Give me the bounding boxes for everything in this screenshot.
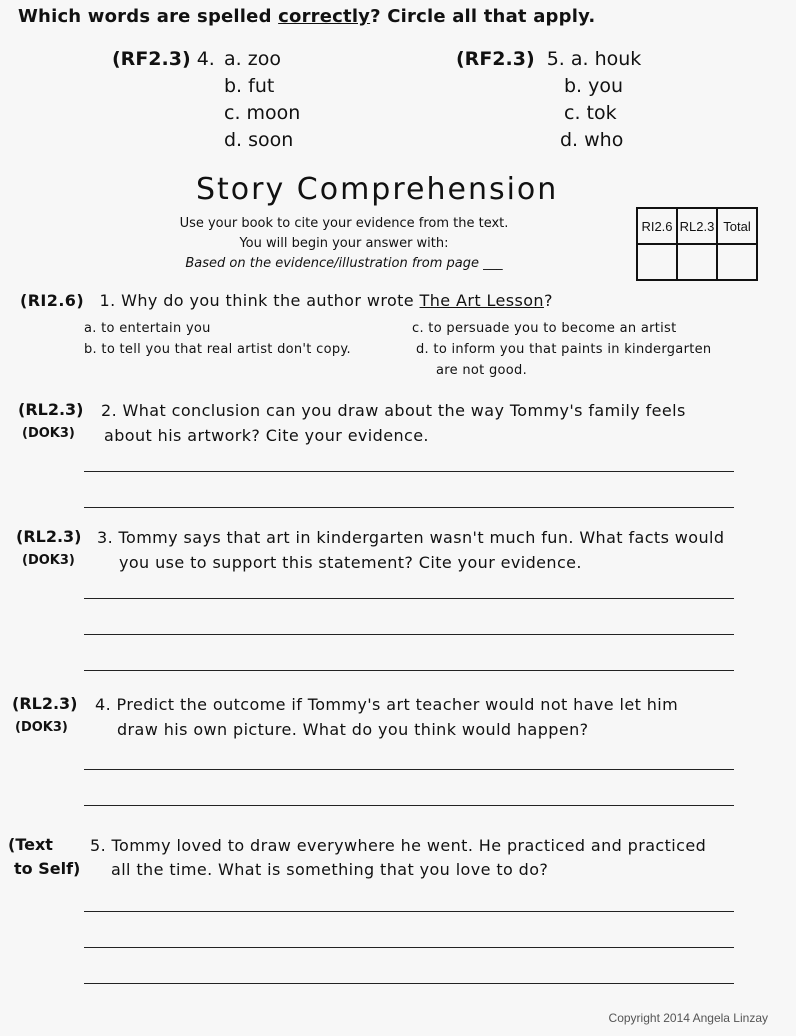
score-header-total: Total [717, 208, 757, 244]
score-header-rl23: RL2.3 [677, 208, 717, 244]
question-number: 4. [196, 48, 215, 70]
instruction-emphasis: correctly [278, 6, 371, 27]
instruction-line-2: You will begin your answer with: [239, 236, 449, 251]
spelling-option[interactable]: d. who [560, 129, 624, 151]
answer-line[interactable] [84, 983, 734, 984]
spelling-question-4 [112, 46, 215, 73]
standard-tag: (RL2.3) [18, 400, 84, 419]
question-4-line-1: 4. Predict the outcome if Tommy's art teacher would not have let him [95, 695, 679, 714]
instruction-line-3 [144, 254, 544, 273]
score-table [636, 207, 758, 281]
question-2-line-2: about his artwork? Cite your evidence. [104, 426, 429, 445]
question-text: 1. Why do you think the author wrote [99, 291, 420, 310]
spelling-option[interactable]: c. moon [224, 102, 301, 124]
answer-line[interactable] [84, 507, 734, 508]
answer-line[interactable] [84, 471, 734, 472]
copyright-notice: Copyright 2014 Angela Linzay [608, 1011, 768, 1025]
book-title: The Art Lesson [419, 291, 544, 310]
dok-tag: (DOK3) [22, 426, 75, 441]
question-text-end: ? [543, 291, 553, 310]
question-5-line-2: all the time. What is something that you love to do? [111, 860, 549, 879]
spelling-option[interactable]: a. zoo [224, 48, 281, 70]
answer-line[interactable] [84, 634, 734, 635]
dok-tag: (DOK3) [15, 720, 68, 735]
answer-line[interactable] [84, 805, 734, 806]
question-5-line-1: 5. Tommy loved to draw everywhere he went. He practiced and practiced [90, 836, 707, 855]
score-header-ri26: RI2.6 [637, 208, 677, 244]
standard-tag: (RL2.3) [16, 527, 82, 546]
answer-line[interactable] [84, 769, 734, 770]
spelling-option[interactable]: c. tok [564, 102, 617, 124]
spelling-option[interactable]: d. soon [224, 129, 294, 151]
answer-line[interactable] [84, 598, 734, 599]
spelling-question-5 [456, 46, 641, 73]
spelling-option[interactable]: b. fut [224, 75, 275, 97]
spelling-option[interactable]: a. houk [570, 48, 642, 70]
question-number: 5. [546, 48, 565, 70]
question-3-line-2: you use to support this statement? Cite your evidence. [119, 553, 582, 572]
score-cell-ri26[interactable] [637, 244, 677, 280]
standard-tag-continued: to Self) [14, 859, 81, 878]
instruction-italic: Based on the evidence/illustration from page ___ [185, 256, 503, 271]
section-title: Story Comprehension [196, 172, 559, 207]
standard-tag: (RF2.3) [456, 48, 535, 70]
answer-option-d-continued: are not good. [436, 363, 528, 378]
instruction-text-end: ? Circle all that apply. [370, 6, 596, 27]
question-3-line-1: 3. Tommy says that art in kindergarten wasn't much fun. What facts would [97, 528, 725, 547]
answer-line[interactable] [84, 911, 734, 912]
answer-option-a[interactable]: a. to entertain you [84, 321, 211, 336]
spelling-option[interactable]: b. you [564, 75, 624, 97]
standard-tag: (RF2.3) [112, 48, 191, 70]
answer-option-b[interactable]: b. to tell you that real artist don't copy. [84, 342, 351, 357]
standard-tag: (RI2.6) [20, 291, 85, 310]
instruction-line-1: Use your book to cite your evidence from the text. [179, 216, 509, 231]
standard-tag: (RL2.3) [12, 694, 78, 713]
answer-line[interactable] [84, 947, 734, 948]
answer-option-d[interactable]: d. to inform you that paints in kindergarten [416, 342, 712, 357]
question-1 [20, 289, 553, 313]
standard-tag: (Text [8, 835, 53, 854]
question-2-line-1: 2. What conclusion can you draw about the way Tommy's family feels [101, 401, 686, 420]
spelling-instruction [18, 6, 595, 27]
instruction-text: Which words are spelled [18, 6, 279, 27]
answer-option-c[interactable]: c. to persuade you to become an artist [412, 321, 677, 336]
answer-line[interactable] [84, 670, 734, 671]
score-cell-rl23[interactable] [677, 244, 717, 280]
question-4-line-2: draw his own picture. What do you think would happen? [117, 720, 589, 739]
dok-tag: (DOK3) [22, 553, 75, 568]
score-cell-total[interactable] [717, 244, 757, 280]
